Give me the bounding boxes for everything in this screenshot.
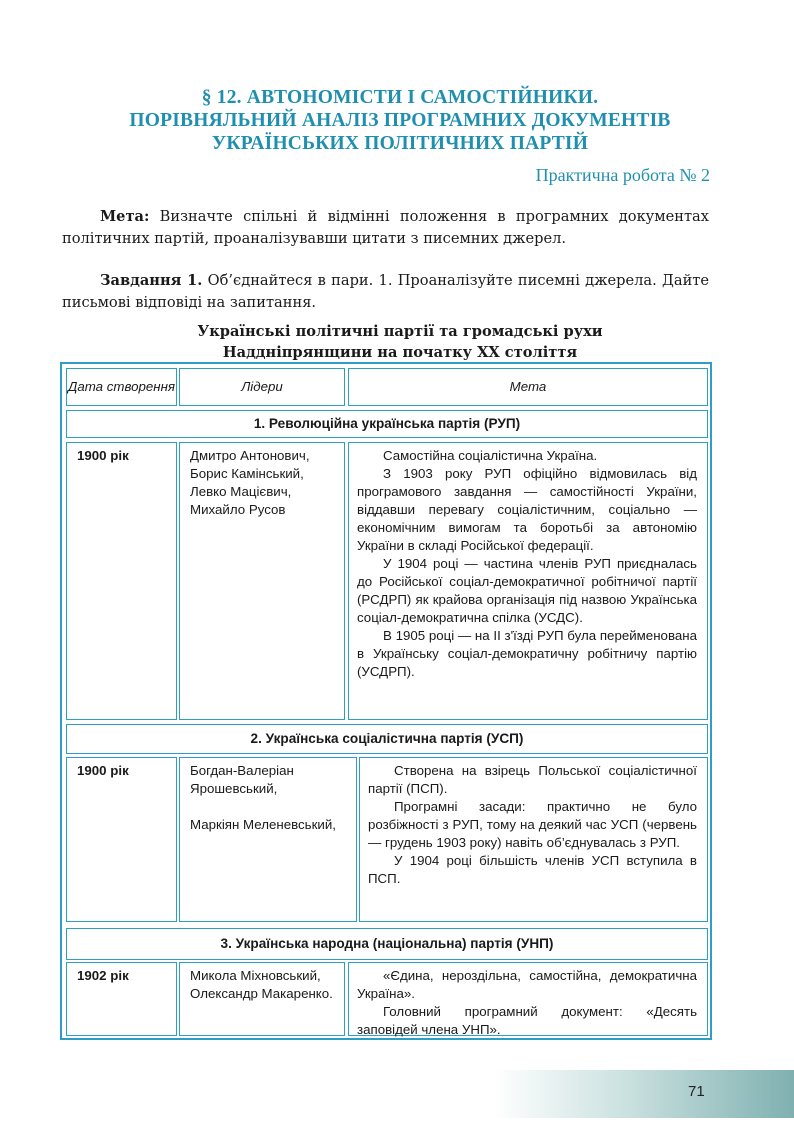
year-unp: 1902 рік	[66, 962, 177, 1036]
goal-paragraph: Головний програмний документ: «Десять заповідей члена УНП».	[357, 1004, 697, 1037]
goal-paragraph: З 1903 року РУП офіційно відмовилась від програмового завдання — самостійності України, віддавши перевагу соціалістичним, соціально — економічним вимогам та боротьбі за автономію України в складі Російської федерації.	[357, 466, 697, 553]
page-title	[60, 86, 740, 155]
header-leaders: Лідери	[179, 368, 345, 406]
aim-text: Визначте спільні й відмінні положення в програмних документах політичних партій, проаналізувавши цитати з писемних джерел.	[62, 208, 709, 247]
leader-item: Микола Міхновський,	[190, 968, 321, 983]
leader-item: Богдан-Валеріан Ярошевський,	[190, 763, 294, 796]
section-title-unp: 3. Українська народна (національна) партія (УНП)	[66, 928, 708, 960]
year-usp: 1900 рік	[66, 757, 177, 922]
header-date: Дата створення	[66, 368, 177, 406]
aim-label: Мета:	[100, 208, 150, 225]
goal-paragraph: Самостійна соціалістична Україна.	[383, 448, 598, 463]
leader-item: Борис Камінський,	[190, 466, 304, 481]
goal-usp	[359, 757, 708, 922]
goal-paragraph: Створена на взірець Польської соціалістичної партії (ПСП).	[368, 763, 697, 796]
table-caption-line-2: Наддніпрянщини на початку ХХ століття	[222, 344, 578, 361]
table-caption	[60, 321, 740, 363]
leader-item: Маркіян Меленевський,	[190, 817, 336, 832]
section-title-usp: 2. Українська соціалістична партія (УСП)	[66, 724, 708, 754]
leader-item: Дмитро Антонович,	[190, 448, 310, 463]
leader-item: Олександр Макаренко.	[190, 986, 333, 1001]
leaders-rup	[179, 442, 345, 720]
task-text: Об’єднайтеся в пари. 1. Проаналізуйте писемні джерела. Дайте письмові відповіді на запитання.	[62, 272, 710, 311]
leader-item	[190, 798, 356, 816]
goal-paragraph: Програмні засади: практично не було розбіжності з РУП, тому на деякий час УСП (червень — грудень 1903 року) навіть об’єднувалась з РУП.	[368, 799, 697, 850]
goal-paragraph: У 1904 році — частина членів РУП приєдналась до Російської соціал-демократичної робітничої партії (РСДРП) як крайова організація під назвою Українська соціал-демократична спілка (УСДС).	[357, 556, 697, 625]
leader-item: Левко Мацієвич,	[190, 484, 292, 499]
aim-paragraph	[62, 206, 709, 250]
goal-unp	[348, 962, 708, 1036]
table-caption-line-1: Українські політичні партії та громадські рухи	[197, 323, 603, 340]
header-goal: Мета	[348, 368, 708, 406]
page-number: 71	[688, 1083, 705, 1100]
task-label: Завдання 1.	[100, 272, 203, 289]
goal-rup	[348, 442, 708, 720]
title-line-1: § 12. АВТОНОМІСТИ І САМОСТІЙНИКИ.	[201, 87, 599, 108]
title-line-3: УКРАЇНСЬКИХ ПОЛІТИЧНИХ ПАРТІЙ	[211, 133, 589, 154]
year-rup: 1900 рік	[66, 442, 177, 720]
section-title-rup: 1. Революційна українська партія (РУП)	[66, 410, 708, 438]
goal-paragraph: «Єдина, нероздільна, самостійна, демократична Україна».	[357, 968, 697, 1001]
goal-paragraph: В 1905 році — на ІІ з'їзді РУП була перейменована в Українську соціал-демократичну робітничу партію (УСДРП).	[357, 628, 697, 679]
leaders-unp	[179, 962, 345, 1036]
leaders-usp	[179, 757, 357, 922]
goal-paragraph: У 1904 році більшість членів УСП вступила в ПСП.	[368, 853, 697, 886]
parties-table	[60, 362, 712, 1040]
title-line-2: ПОРІВНЯЛЬНИЙ АНАЛІЗ ПРОГРАМНИХ ДОКУМЕНТІВ	[129, 110, 671, 131]
footer-gradient-bar	[494, 1070, 794, 1118]
leader-item: Михайло Русов	[190, 502, 286, 517]
practical-work-label: Практична робота № 2	[535, 165, 710, 185]
task-paragraph	[62, 270, 709, 314]
